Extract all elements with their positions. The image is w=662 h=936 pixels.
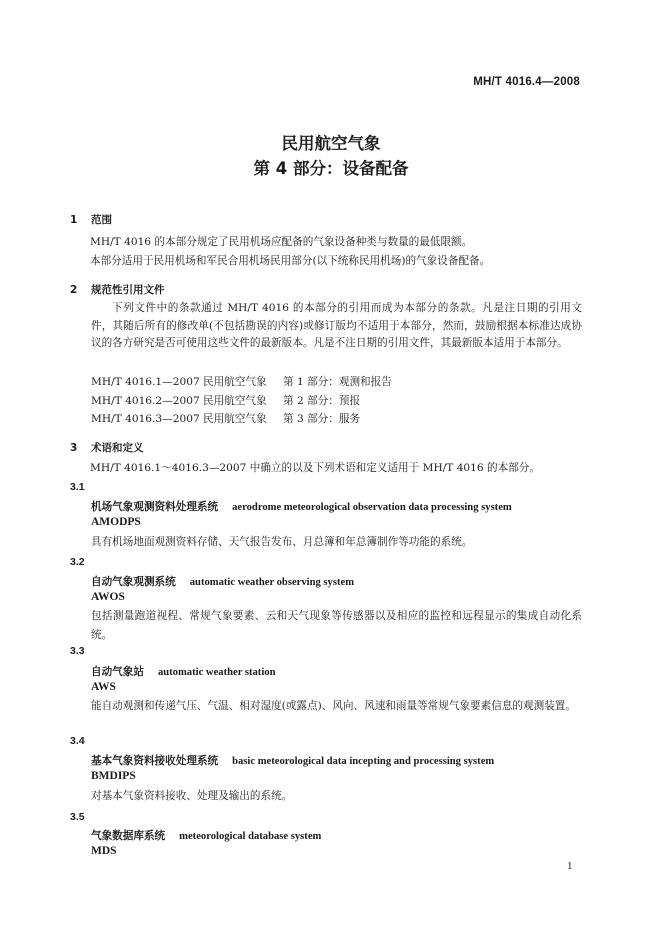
- term-chinese: 机场气象观测资料处理系统: [91, 501, 219, 513]
- term-number: 3.3: [70, 645, 85, 657]
- reference-code: MH/T 4016.2—2007: [91, 395, 200, 407]
- section-number: 1: [70, 214, 78, 226]
- term-english: meteorological database system: [179, 831, 322, 842]
- reference-code: MH/T 4016.3—2007: [91, 413, 200, 425]
- section-title: 术语和定义: [91, 442, 144, 454]
- reference-part: 第 1 部分：观测和报告: [283, 376, 392, 388]
- term-number: 3.2: [70, 556, 85, 568]
- term-heading: [91, 828, 321, 843]
- term-definition: 包括测量跑道视程、常规气象要素、云和天气现象等传感器以及相应的监控和远程显示的集成自动化系统。: [91, 610, 582, 641]
- term-abbreviation: MDS: [91, 845, 117, 857]
- term-heading: [91, 499, 512, 514]
- term-abbreviation: AMODPS: [91, 516, 141, 528]
- term-english: automatic weather observing system: [189, 577, 355, 588]
- document-subtitle: 第 4 部分：设备配备: [253, 159, 409, 178]
- term-english: automatic weather station: [157, 667, 276, 678]
- term-definition: 具有机场地面观测资料存储、天气报告发布、月总簿和年总簿制作等功能的系统。: [91, 536, 473, 548]
- reference-part: 第 3 部分：服务: [283, 413, 361, 425]
- section-number: 3: [70, 442, 78, 454]
- term-chinese: 气象数据库系统: [91, 830, 166, 842]
- reference-item: [91, 393, 360, 408]
- term-heading: [91, 574, 354, 589]
- section-title: 规范性引用文件: [91, 284, 165, 296]
- term-abbreviation: AWS: [91, 681, 116, 693]
- term-heading: [91, 664, 275, 679]
- reference-item: [91, 411, 360, 426]
- standard-code: MH/T 4016.4—2008: [473, 76, 580, 88]
- term-number: 3.4: [70, 735, 85, 747]
- term-chinese: 基本气象资料接收处理系统: [91, 755, 219, 767]
- reference-part: 第 2 部分：预报: [283, 395, 361, 407]
- term-number: 3.5: [70, 811, 85, 823]
- scope-paragraph-1: MH/T 4016 的本部分规定了民用机场应配备的气象设备种类与数量的最低限额。: [90, 236, 473, 248]
- reference-item: [91, 374, 392, 389]
- term-definition: 对基本气象资料接收、处理及输出的系统。: [91, 790, 293, 802]
- term-number: 3.1: [70, 481, 85, 493]
- reference-name: 民用航空气象: [203, 376, 267, 388]
- normative-intro-paragraph: 下列文件中的条款通过 MH/T 4016 的本部分的引用而成为本部分的条款。凡是注日期的引用文件，其随后所有的修改单(不包括勘误的内容)或修订版均不适用于本部分，然而，鼓励根据本标准达成协议的各方研究是否可使用这些文件的最新版本。凡是不注日期的引用文件，其最新版本适用于本部分。: [91, 302, 582, 349]
- term-english: aerodrome meteorological observation data processing system: [232, 502, 512, 513]
- document-title: 民用航空气象: [281, 134, 381, 153]
- section-heading-terms: [70, 440, 144, 455]
- reference-code: MH/T 4016.1—2007: [91, 376, 200, 388]
- reference-name: 民用航空气象: [203, 413, 267, 425]
- term-chinese: 自动气象站: [91, 666, 144, 678]
- term-abbreviation: BMDIPS: [91, 770, 136, 782]
- section-heading-scope: [70, 212, 112, 227]
- term-chinese: 自动气象观测系统: [91, 576, 176, 588]
- term-abbreviation: AWOS: [91, 591, 125, 603]
- section-number: 2: [70, 284, 78, 296]
- term-english: basic meteorological data incepting and processing system: [232, 756, 495, 767]
- term-definition: 能自动观测和传递气压、气温、相对湿度(或露点)、风向、风速和雨量等常规气象要素信息的观测装置。: [91, 700, 576, 712]
- term-heading: [91, 753, 494, 768]
- section-title: 范围: [91, 214, 112, 226]
- page-number: 1: [567, 860, 573, 872]
- scope-paragraph-2: 本部分适用于民用机场和军民合用机场民用部分(以下统称民用机场)的气象设备配备。: [90, 255, 491, 267]
- terms-intro-paragraph: MH/T 4016.1～4016.3—2007 中确立的以及下列术语和定义适用于 MH/T 4016 的本部分。: [90, 462, 540, 474]
- section-heading-normative-references: [70, 282, 165, 297]
- reference-name: 民用航空气象: [203, 395, 267, 407]
